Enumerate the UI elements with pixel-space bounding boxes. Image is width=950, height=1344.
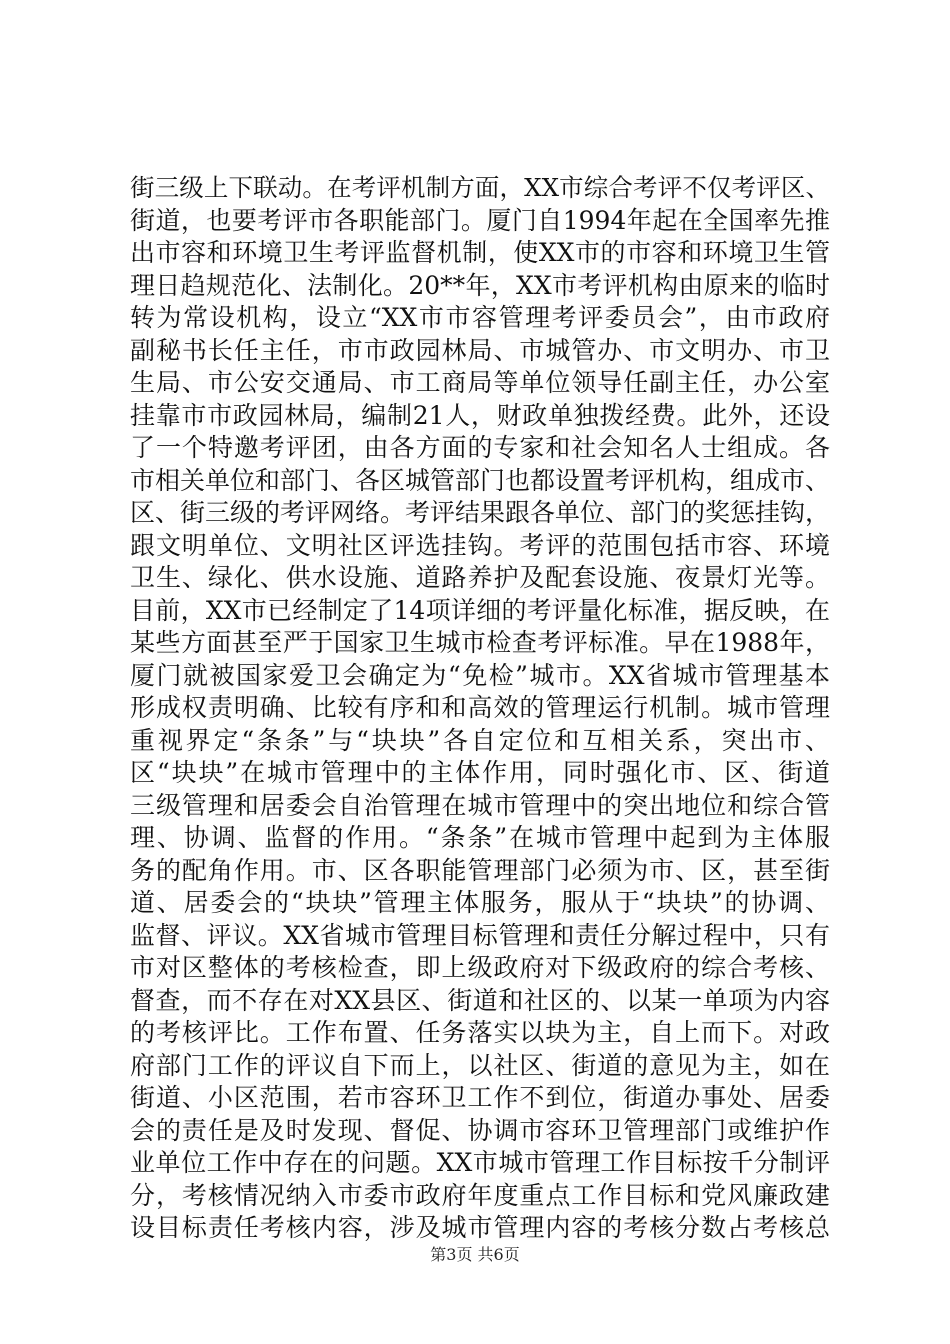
text-line: 监督、评议。XX省城市管理目标管理和责任分解过程中，只有 — [130, 920, 830, 950]
text-line: 挂靠市市政园林局，编制21人，财政单独拨经费。此外，还设 — [130, 400, 830, 430]
text-line: 务的配角作用。市、区各职能管理部门必须为市、区，甚至街 — [130, 855, 830, 885]
text-line: 市对区整体的考核检查，即上级政府对下级政府的综合考核、 — [130, 953, 830, 982]
text-line: 分，考核情况纳入市委市政府年度重点工作目标和党风廉政建 — [130, 1180, 830, 1210]
text-line: 副秘书长任主任，市市政园林局、市城管办、市文明办、市卫 — [130, 335, 830, 365]
text-line: 厦门就被国家爱卫会确定为“免检”城市。XX省城市管理基本 — [130, 660, 830, 690]
text-line: 督查，而不存在对XX县区、街道和社区的、以某一单项为内容 — [130, 985, 830, 1015]
body-text — [130, 172, 830, 1245]
text-line: 街道，也要考评市各职能部门。厦门自1994年起在全国率先推 — [130, 205, 830, 235]
text-line: 设目标责任考核内容，涉及城市管理内容的考核分数占考核总 — [130, 1213, 830, 1242]
text-line: 重视界定“条条”与“块块”各自定位和互相关系，突出市、 — [130, 725, 830, 755]
text-line: 目前，XX市已经制定了14项详细的考评量化标准，据反映，在 — [130, 595, 830, 625]
text-line: 府部门工作的评议自下而上，以社区、街道的意见为主，如在 — [130, 1050, 830, 1080]
text-line: 会的责任是及时发现、督促、协调市容环卫管理部门或维护作 — [130, 1115, 830, 1145]
text-line: 区“块块”在城市管理中的主体作用，同时强化市、区、街道 — [130, 758, 830, 787]
text-line: 出市容和环境卫生考评监督机制，使XX市的市容和环境卫生管 — [130, 238, 830, 267]
text-line: 转为常设机构，设立“XX市市容管理考评委员会”，由市政府 — [130, 303, 830, 332]
text-line: 了一个特邀考评团，由各方面的专家和社会知名人士组成。各 — [130, 433, 830, 462]
text-line: 理、协调、监督的作用。“条条”在城市管理中起到为主体服 — [130, 823, 830, 852]
text-line: 理日趋规范化、法制化。20**年，XX市考评机构由原来的临时 — [130, 270, 830, 300]
text-line: 的考核评比。工作布置、任务落实以块为主，自上而下。对政 — [130, 1018, 830, 1047]
text-line: 三级管理和居委会自治管理在城市管理中的突出地位和综合管 — [130, 790, 830, 820]
text-line: 跟文明单位、文明社区评选挂钩。考评的范围包括市容、环境 — [130, 530, 830, 560]
text-line: 道、居委会的“块块”管理主体服务，服从于“块块”的协调、 — [130, 888, 830, 917]
text-line: 形成权责明确、比较有序和和高效的管理运行机制。城市管理 — [130, 693, 830, 722]
text-line: 市相关单位和部门、各区城管部门也都设置考评机构，组成市、 — [130, 465, 831, 495]
text-line: 区、街三级的考评网络。考评结果跟各单位、部门的奖惩挂钩， — [130, 498, 831, 527]
text-line: 街三级上下联动。在考评机制方面，XX市综合考评不仅考评区、 — [130, 173, 830, 202]
text-line: 业单位工作中存在的问题。XX市城市管理工作目标按千分制评 — [130, 1148, 830, 1177]
page-number-footer: 第3页 共6页 — [430, 1245, 520, 1264]
text-line: 街道、小区范围，若市容环卫工作不到位，街道办事处、居委 — [130, 1083, 830, 1112]
text-line: 某些方面甚至严于国家卫生城市检查考评标准。早在1988年， — [130, 628, 830, 657]
text-line: 卫生、绿化、供水设施、道路养护及配套设施、夜景灯光等。 — [130, 563, 830, 592]
text-line: 生局、市公安交通局、市工商局等单位领导任副主任，办公室 — [130, 368, 830, 397]
